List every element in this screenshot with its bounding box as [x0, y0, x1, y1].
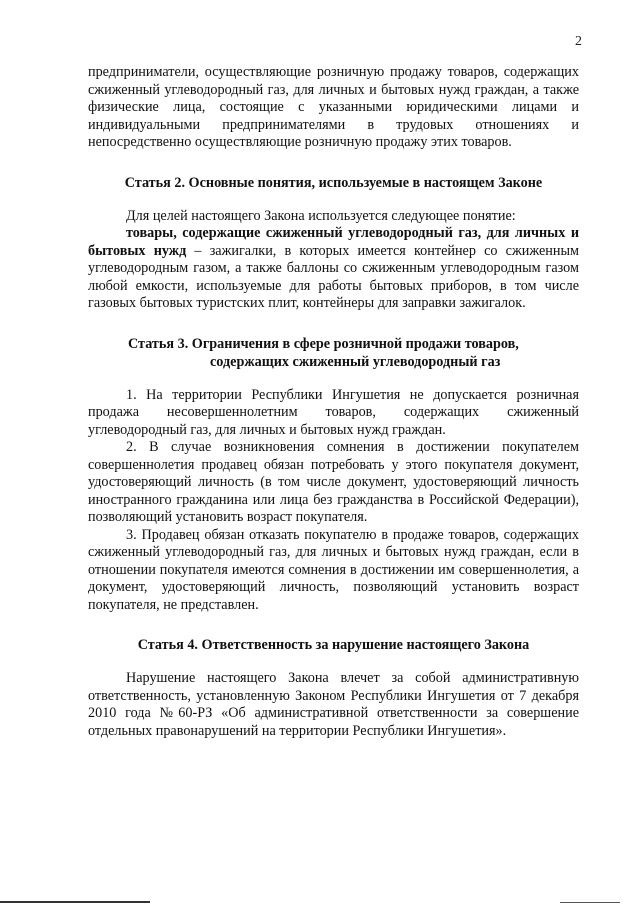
document-body	[88, 64, 579, 740]
page-number: 2	[575, 34, 582, 49]
article-2-term: товары, содержащие сжиженный углеводородный газ, для личных и бытовых нужд	[88, 225, 579, 259]
article-2-paragraph-1: Для целей настоящего Закона используется следующее понятие:	[126, 207, 516, 224]
article-2-definition	[88, 225, 579, 313]
article-3-heading-line-1: Статья 3. Ограничения в сфере розничной продажи товаров,	[128, 335, 519, 352]
article-3-paragraph-2: 2. В случае возникновения сомнения в достижении покупателем совершеннолетия продавец обязан потребовать у этого покупателя документ, удостоверяющий личность (в том числе документ, удостоверяющий личность иностранного гражданина или лица без гражданства в Российской Федерации), позволяющий установить возраст покупателя.	[88, 439, 579, 525]
article-2-definition-text: – зажигалки, в которых имеется контейнер со сжиженным углеводородным газом, а также баллоны со сжиженным углеводородным газом любой емкости, используемые для работы бытовых приборов, в том числе газовых бытовых туристских плит, контейнеры для заправки зажигалок.	[88, 242, 579, 311]
article-3-paragraph-3: 3. Продавец обязан отказать покупателю в продаже товаров, содержащих сжиженный углеводородный газ, для личных и бытовых нужд граждан, если в отношении покупателя имеются сомнения в достижении им совершеннолетия, а документ, удостоверяющий личность, позволяющий установить возраст покупателя, не представлен.	[88, 526, 579, 613]
scan-artifact-right	[560, 902, 620, 903]
article-3-heading-line-2: содержащих сжиженный углеводородный газ	[210, 353, 501, 370]
article-3-paragraph-1: 1. На территории Республики Ингушетия не допускается розничная продажа несовершеннолетним товаров, содержащих сжиженный углеводородный газ, для личных и бытовых нужд граждан.	[88, 386, 579, 438]
intro-paragraph: предприниматели, осуществляющие розничную продажу товаров, содержащих сжиженный углеводородный газ, для личных и бытовых нужд граждан, а также физические лица, состоящие с указанными юридическими лицами и индивидуальными предпринимателями в трудовых отношениях и непосредственно осуществляющие розничную продажу этих товаров.	[88, 64, 579, 150]
article-3-heading	[88, 335, 579, 371]
article-4-heading: Статья 4. Ответственность за нарушение настоящего Закона	[137, 637, 530, 653]
article-4-paragraph-1: Нарушение настоящего Закона влечет за собой административную ответственность, установленную Законом Республики Ингушетия от 7 декабря 2010 года №60-РЗ «Об административной ответственности за совершение отдельных правонарушений на территории Республики Ингушетия».	[88, 670, 579, 739]
scan-artifact-left	[0, 901, 150, 903]
article-2-heading: Статья 2. Основные понятия, используемые в настоящем Законе	[124, 174, 543, 191]
